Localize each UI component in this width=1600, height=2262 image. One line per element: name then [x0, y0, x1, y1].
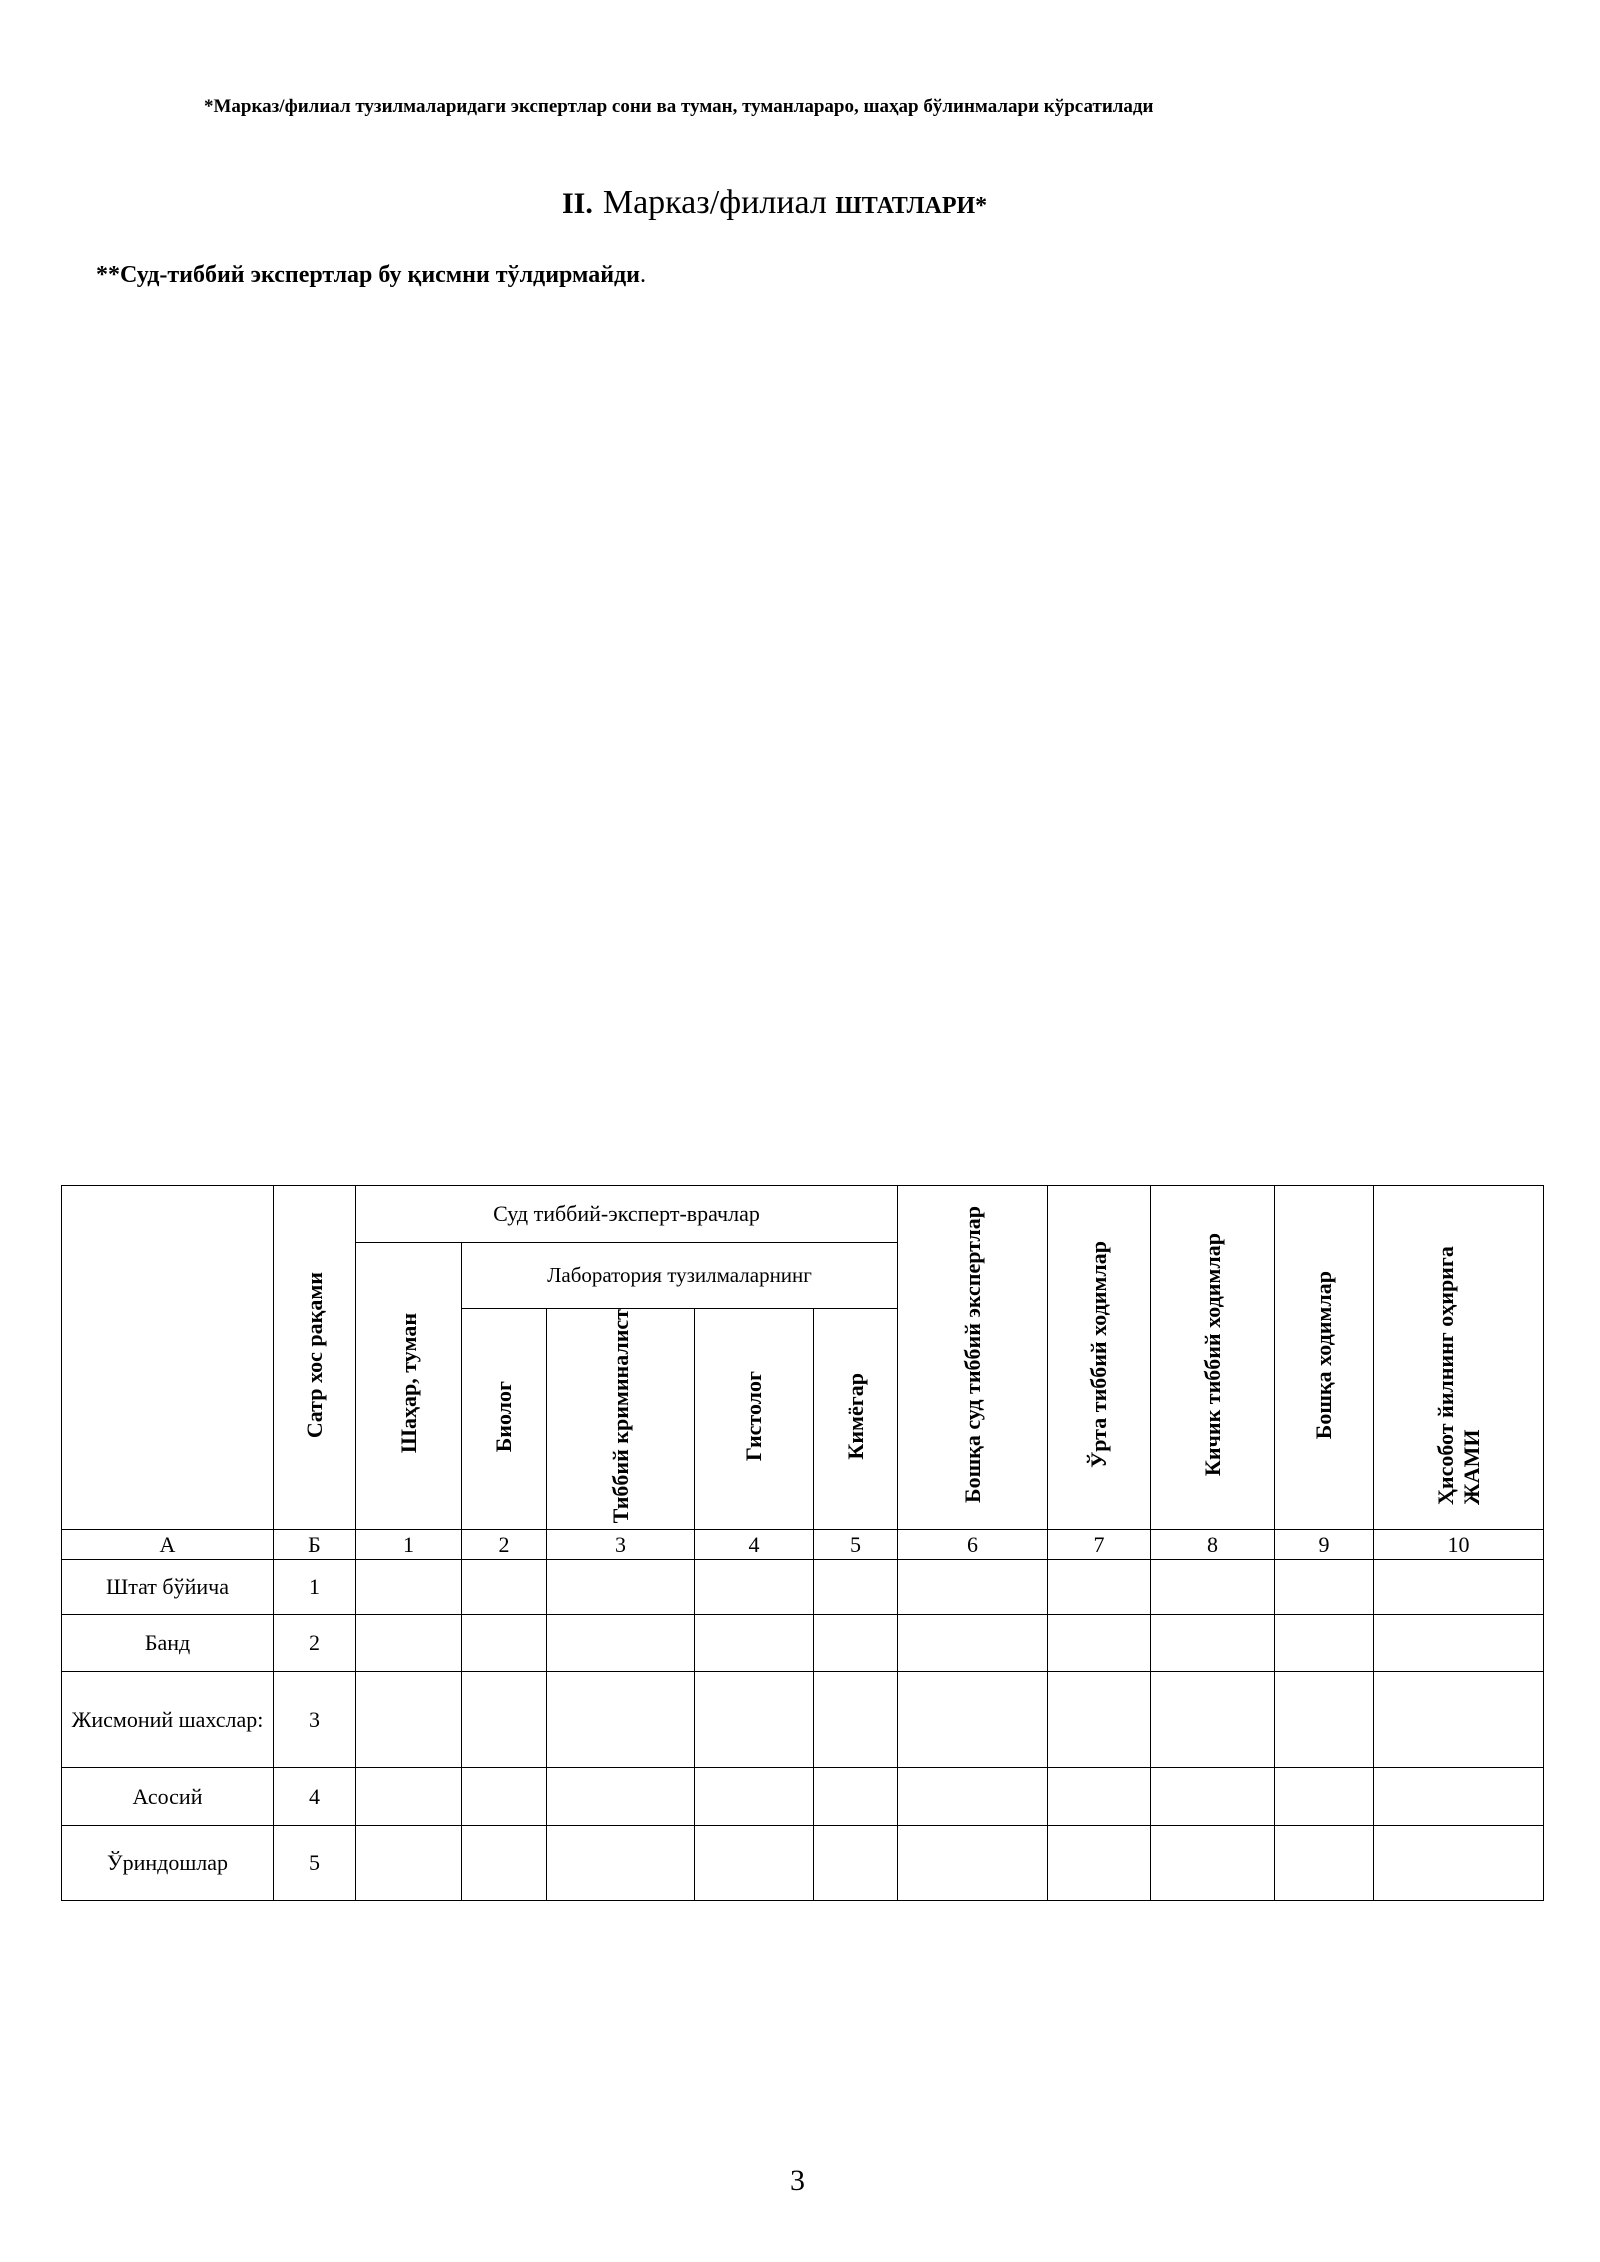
data-cell[interactable]: [547, 1672, 695, 1768]
section-title-part2: ШТАТЛАРИ*: [835, 193, 988, 219]
section-title-part1: Марказ/филиал: [602, 184, 836, 221]
row-number: 4: [274, 1768, 356, 1826]
data-cell[interactable]: [814, 1560, 898, 1615]
data-cell[interactable]: [814, 1615, 898, 1672]
data-cell[interactable]: [695, 1560, 814, 1615]
col-index: 7: [1048, 1530, 1151, 1560]
data-cell[interactable]: [1374, 1826, 1544, 1901]
header-city-district: [356, 1243, 462, 1530]
header-mid-medical-text: Ўрта тиббий ходимлар: [1086, 1241, 1112, 1469]
header-city-district-text: Шаҳар, туман: [395, 1313, 421, 1454]
data-cell[interactable]: [1275, 1826, 1374, 1901]
row-label: Асосий: [62, 1768, 274, 1826]
data-cell[interactable]: [356, 1768, 462, 1826]
header-other-experts-text: Бошқа суд тиббий экспертлар: [959, 1206, 985, 1504]
header-other-experts: [898, 1186, 1048, 1530]
table-row: [62, 1615, 1544, 1672]
data-cell[interactable]: [1275, 1672, 1374, 1768]
header-lab-units: Лаборатория тузилмаларнинг: [462, 1243, 898, 1309]
data-cell[interactable]: [1275, 1560, 1374, 1615]
col-index: 3: [547, 1530, 695, 1560]
header-histologist: [695, 1309, 814, 1530]
data-cell[interactable]: [1048, 1672, 1151, 1768]
data-cell[interactable]: [356, 1826, 462, 1901]
row-number: 2: [274, 1615, 356, 1672]
col-index: 6: [898, 1530, 1048, 1560]
data-cell[interactable]: [898, 1826, 1048, 1901]
header-biologist: [462, 1309, 547, 1530]
data-cell[interactable]: [1151, 1615, 1275, 1672]
header-criminalist-text: Тиббий криминалист: [607, 1309, 633, 1524]
data-cell[interactable]: [1048, 1768, 1151, 1826]
header-chemist-text: Кимёгар: [842, 1372, 868, 1460]
col-index: Б: [274, 1530, 356, 1560]
col-index: 1: [356, 1530, 462, 1560]
table-row: [62, 1826, 1544, 1901]
data-cell[interactable]: [1048, 1560, 1151, 1615]
data-cell[interactable]: [1151, 1826, 1275, 1901]
data-cell[interactable]: [1275, 1615, 1374, 1672]
header-biologist-text: Биолог: [491, 1380, 516, 1452]
column-index-row: [62, 1530, 1544, 1560]
header-junior-medical: [1151, 1186, 1275, 1530]
data-cell[interactable]: [898, 1768, 1048, 1826]
header-empty-cell: [62, 1186, 274, 1530]
data-cell[interactable]: [695, 1768, 814, 1826]
col-index: 4: [695, 1530, 814, 1560]
row-number: 1: [274, 1560, 356, 1615]
data-cell[interactable]: [462, 1615, 547, 1672]
col-index: 5: [814, 1530, 898, 1560]
header-other-staff-text: Бошқа ходимлар: [1311, 1270, 1337, 1439]
staff-table: [61, 1185, 1544, 1901]
col-index: 9: [1275, 1530, 1374, 1560]
data-cell[interactable]: [1374, 1615, 1544, 1672]
data-cell[interactable]: [1275, 1768, 1374, 1826]
section-number: II.: [562, 187, 593, 220]
header-criminalist: [547, 1309, 695, 1530]
header-histologist-text: Гистолог: [741, 1371, 766, 1462]
row-label: Штат бўйича: [62, 1560, 274, 1615]
data-cell[interactable]: [1374, 1768, 1544, 1826]
data-cell[interactable]: [695, 1826, 814, 1901]
data-cell[interactable]: [695, 1672, 814, 1768]
data-cell[interactable]: [356, 1615, 462, 1672]
data-cell[interactable]: [356, 1560, 462, 1615]
header-chemist: [814, 1309, 898, 1530]
header-row-code-text: Сатр хос рақами: [301, 1271, 327, 1438]
row-label: Банд: [62, 1615, 274, 1672]
col-index: 2: [462, 1530, 547, 1560]
data-cell[interactable]: [1151, 1768, 1275, 1826]
data-cell[interactable]: [1374, 1560, 1544, 1615]
data-cell[interactable]: [898, 1560, 1048, 1615]
data-cell[interactable]: [814, 1826, 898, 1901]
row-label: Ўриндошлар: [62, 1826, 274, 1901]
data-cell[interactable]: [814, 1768, 898, 1826]
col-index: А: [62, 1530, 274, 1560]
header-total: [1374, 1186, 1544, 1530]
data-cell[interactable]: [1151, 1672, 1275, 1768]
data-cell[interactable]: [462, 1672, 547, 1768]
fill-instruction-tail: .: [639, 262, 646, 288]
fill-instruction-note: [96, 262, 646, 289]
data-cell[interactable]: [547, 1615, 695, 1672]
table-row: [62, 1560, 1544, 1615]
data-cell[interactable]: [356, 1672, 462, 1768]
data-cell[interactable]: [1151, 1560, 1275, 1615]
row-number: 5: [274, 1826, 356, 1901]
fill-instruction-bold: **Суд-тиббий экспертлар бу қисмни тўлдирмайди: [96, 262, 640, 288]
row-label: Жисмоний шахслар:: [62, 1672, 274, 1768]
data-cell[interactable]: [1048, 1615, 1151, 1672]
footnote-experts: *Марказ/филиал тузилмаларидаги экспертлар сони ва туман, туманлараро, шаҳар бўлинмалари кўрсатилади: [204, 96, 1154, 117]
data-cell[interactable]: [462, 1560, 547, 1615]
data-cell[interactable]: [547, 1826, 695, 1901]
data-cell[interactable]: [547, 1768, 695, 1826]
data-cell[interactable]: [1048, 1826, 1151, 1901]
col-index: 8: [1151, 1530, 1275, 1560]
data-cell[interactable]: [1374, 1672, 1544, 1768]
table-row: [62, 1768, 1544, 1826]
header-total-text: Ҳисобот йилнинг оҳирига ЖАМИ: [1432, 1245, 1484, 1505]
staff-table-wrapper: [61, 1185, 1543, 1901]
data-cell[interactable]: [547, 1560, 695, 1615]
data-cell[interactable]: [814, 1672, 898, 1768]
row-number: 3: [274, 1672, 356, 1768]
data-cell[interactable]: [695, 1615, 814, 1672]
page-number: 3: [790, 2164, 805, 2197]
section-title: [562, 184, 987, 222]
header-row-code: [274, 1186, 356, 1530]
data-cell[interactable]: [462, 1768, 547, 1826]
header-group-forensic-doctors: Суд тиббий-эксперт-врачлар: [356, 1186, 898, 1243]
data-cell[interactable]: [898, 1672, 1048, 1768]
col-index: 10: [1374, 1530, 1544, 1560]
header-other-staff: [1275, 1186, 1374, 1530]
header-junior-medical-text: Кичик тиббий ходимлар: [1199, 1233, 1225, 1477]
table-row: [62, 1672, 1544, 1768]
header-mid-medical: [1048, 1186, 1151, 1530]
data-cell[interactable]: [898, 1615, 1048, 1672]
data-cell[interactable]: [462, 1826, 547, 1901]
